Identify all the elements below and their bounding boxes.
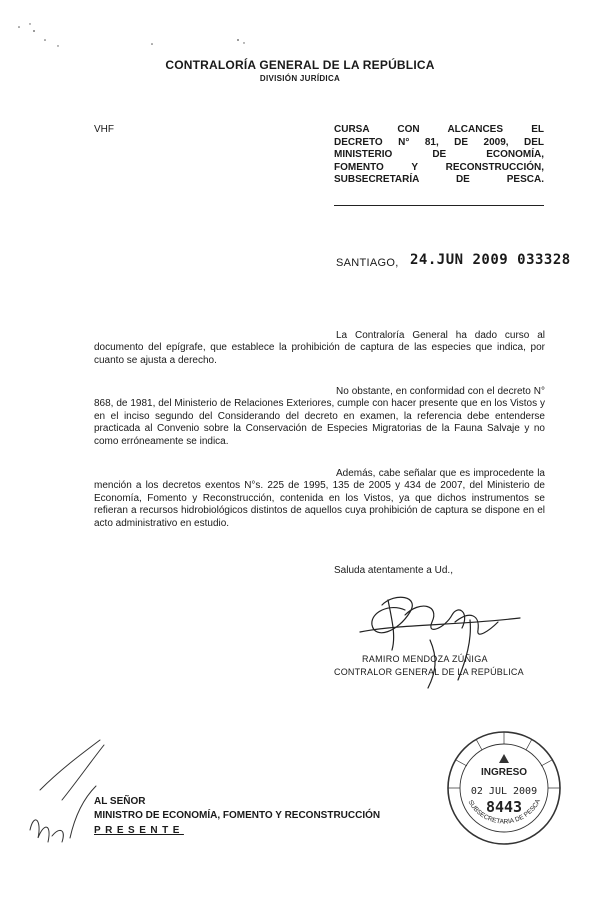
paragraph-text: No obstante, en conformidad con el decreto N° 868, de 1981, del Ministerio de Relaciones Exteriores, cumple con hacer presente que en los Vistos y en el inciso segundo del Considerando del decreto en examen, la referencia debe entenderse practicada al Convenio sobre la Conservación de Especies Migratorias de la Fauna Salvaje y no como erróneamente se indica. — [94, 386, 545, 447]
addressee-line-2: MINISTRO DE ECONOMÍA, FOMENTO Y RECONSTRUCCIÓN — [94, 810, 381, 821]
organization-title: CONTRALORÍA GENERAL DE LA REPÚBLICA — [165, 58, 435, 72]
date-stamp: 24.JUN 2009 033328 — [410, 252, 571, 268]
signatory-title: CONTRALOR GENERAL DE LA REPÚBLICA — [334, 667, 524, 677]
subject-line: FOMENTO Y RECONSTRUCCIÓN, — [334, 161, 544, 173]
marginal-initials — [30, 740, 104, 842]
stamp-arc-path-text: SUBSECRETARIA DE PESCA — [466, 798, 543, 826]
closing-salutation: Saluda atentamente a Ud., — [334, 565, 453, 576]
subject-line: DECRETO N° 81, DE 2009, DEL — [334, 136, 544, 148]
addressee-line-3: PRESENTE — [94, 825, 184, 836]
reference-initials: VHF — [94, 124, 114, 135]
arrow-marker-icon — [499, 754, 509, 763]
stamp-number: 8443 — [485, 798, 523, 816]
scan-specks — [18, 23, 245, 46]
stamp-label: INGRESO — [480, 767, 528, 778]
received-stamp — [444, 728, 564, 848]
subject-line: MINISTERIO DE ECONOMÍA, — [334, 149, 544, 160]
subject-line: CURSA CON ALCANCES EL — [334, 124, 544, 135]
subject-line: SUBSECRETARÍA DE PESCA. — [334, 174, 544, 185]
addressee-line-1: AL SEÑOR — [94, 796, 146, 807]
division-subtitle: DIVISIÓN JURÍDICA — [259, 74, 341, 83]
stamp-date: 02 JUL 2009 — [470, 786, 538, 797]
signatory-name: RAMIRO MENDOZA ZÚÑIGA — [362, 654, 488, 664]
paragraph-text: Además, cabe señalar que es improcedente la mención a los decretos exentos N°s. 225 de 1995, 135 de 2005 y 434 de 2007, del Ministerio de Economía, Fomento y Reconstrucción, contenida en los Vistos, ya que dichos instrumentos se refieran a recursos hidrobiológicos distintos de aquellos cuya prohibición de captura se dispone en el acto administrativo en estudio. — [94, 468, 545, 529]
paragraph-text: La Contraloría General ha dado curso al documento del epígrafe, que establece la prohibición de captura de las especies que indica, por cuanto se ajusta a derecho. — [94, 330, 545, 366]
place-label: SANTIAGO, — [336, 257, 399, 269]
